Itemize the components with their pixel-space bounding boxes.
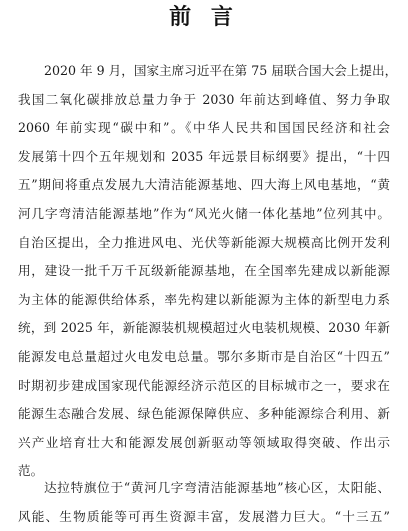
text-line: 统，到 2025 年，新能源装机规模超过火电装机规模、2030 年新	[18, 320, 390, 336]
text-line: 能源生态融合发展、绿色能源保障供应、多种能源综合利用、新	[18, 406, 390, 422]
page-title: 前 言	[169, 4, 239, 30]
text-line: 达拉特旗位于“黄河几字弯清洁能源基地”核心区，太阳能、	[44, 480, 390, 495]
text-line: 用，建设一批千万千瓦级新能源基地，在全国率先建成以新能源	[18, 263, 390, 279]
text-line: 我国二氧化碳排放总量力争于 2030 年前达到峰值、努力争取	[18, 91, 390, 107]
text-line: 发展第十四个五年规划和 2035 年远景目标纲要》提出，“十四	[18, 148, 390, 164]
text-line: 范。	[18, 463, 44, 479]
text-line: 自治区提出，全力推进风电、光伏等新能源大规模高比例开发利	[18, 234, 390, 250]
paragraph-2	[18, 480, 390, 524]
text-line: 河几字弯清洁能源基地”作为“风光火储一体化基地”位列其中。	[18, 205, 390, 221]
text-line: 风能、生物质能等可再生资源丰富，发展潜力巨大。“十三五”	[18, 508, 390, 524]
text-line: 能源发电总量超过火电发电总量。鄂尔多斯市是自治区“十四五”	[18, 348, 390, 364]
text-line: 为主体的能源供给体系，率先构建以新能源为主体的新型电力系	[18, 291, 390, 307]
text-line: 兴产业培育壮大和能源发展创新驱动等领域取得突破、作出示	[18, 434, 390, 450]
text-line: 2020 年 9 月，国家主席习近平在第 75 届联合国大会上提出，	[44, 63, 398, 78]
text-line: 时期初步建成国家现代能源经济示范区的目标城市之一，要求在	[18, 377, 390, 393]
text-line: 2060 年前实现“碳中和”。《中华人民共和国国民经济和社会	[18, 120, 390, 136]
paragraph-1	[18, 57, 398, 486]
text-line: 五”期间将重点发展九大清洁能源基地、四大海上风电基地，“黄	[18, 177, 390, 193]
